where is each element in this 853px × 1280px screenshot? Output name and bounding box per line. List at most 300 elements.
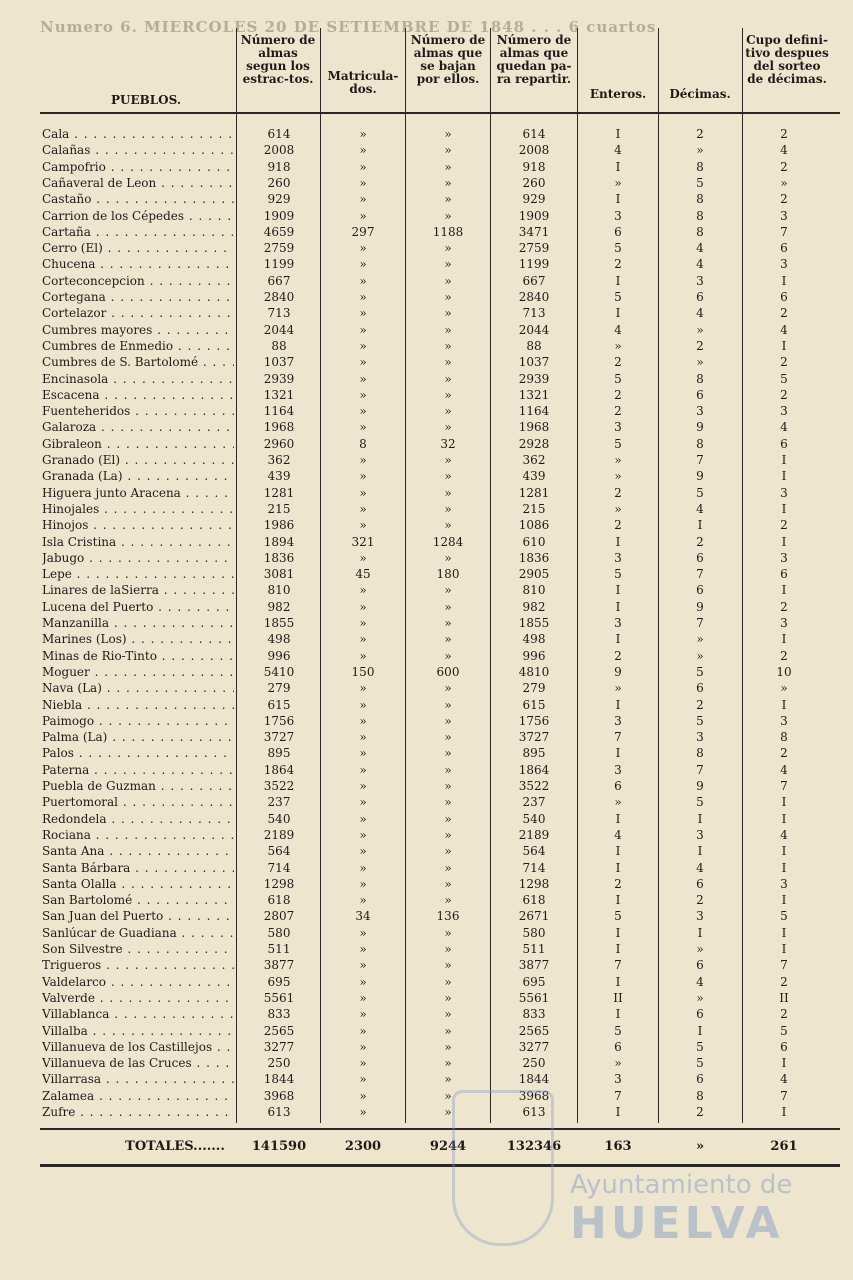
cupo-definitivo-cell: 3 xyxy=(780,876,788,891)
almas-quedan-cell: 610 xyxy=(522,534,546,549)
almas-quedan-cell: 3727 xyxy=(518,730,550,745)
cupo-definitivo-cell: » xyxy=(780,175,788,190)
almas-quedan-cell: 713 xyxy=(522,306,546,321)
almas-extractos-cell: 2759 xyxy=(263,241,295,256)
pueblo-name-cell: Galaroza . . . xyxy=(42,419,234,435)
pueblo-name-cell: Son Silvestre . . . xyxy=(42,941,234,957)
almas-extractos-cell: 2960 xyxy=(263,436,295,451)
almas-bajan-cell: 136 xyxy=(436,909,460,924)
table-row xyxy=(0,615,853,631)
pueblo-name-cell: Lucena del Puerto . . . xyxy=(42,599,234,615)
almas-bajan-cell: » xyxy=(444,746,452,761)
enteros-cell: 5 xyxy=(614,567,622,582)
almas-quedan-cell: 1844 xyxy=(518,1072,550,1087)
almas-bajan-cell: » xyxy=(444,762,452,777)
decimas-cell: 6 xyxy=(696,387,704,402)
matriculados-cell: » xyxy=(359,501,367,516)
cupo-definitivo-cell: 10 xyxy=(776,664,792,679)
decimas-cell: 6 xyxy=(696,876,704,891)
cupo-definitivo-cell: II xyxy=(779,990,789,1005)
almas-extractos-cell: 279 xyxy=(267,681,291,696)
bleed-through-text: Numero 6. MIERCOLES 20 DE SETIEMBRE DE 1848 . . . 6 cuartos xyxy=(40,18,657,36)
enteros-cell: II xyxy=(613,990,623,1005)
decimas-cell: 9 xyxy=(696,469,704,484)
enteros-cell: I xyxy=(615,534,621,549)
almas-extractos-cell: 511 xyxy=(267,942,291,956)
pueblo-name-cell: Zalamea . . . xyxy=(42,1088,234,1104)
almas-quedan-cell: 498 xyxy=(522,632,546,647)
almas-extractos-cell: 667 xyxy=(267,273,291,288)
almas-extractos-cell: 1037 xyxy=(263,355,295,370)
almas-bajan-cell: » xyxy=(444,485,452,500)
almas-extractos-cell: 5410 xyxy=(263,664,295,679)
enteros-cell: 5 xyxy=(614,909,622,924)
almas-extractos-cell: 3968 xyxy=(263,1088,295,1103)
almas-bajan-cell: » xyxy=(444,1007,452,1022)
decimas-cell: 7 xyxy=(696,567,704,582)
matriculados-cell: » xyxy=(359,795,367,810)
almas-quedan-cell: 580 xyxy=(522,925,546,940)
pueblo-name-cell: Granada (La) . . . xyxy=(42,468,234,484)
cupo-definitivo-cell: I xyxy=(781,501,787,516)
enteros-cell: 7 xyxy=(614,958,622,973)
decimas-cell: 5 xyxy=(696,795,704,810)
pueblo-name-cell: Niebla . . . xyxy=(42,697,234,713)
almas-quedan-cell: 982 xyxy=(522,599,546,614)
pueblo-name-cell: Cumbres de Enmedio . . . xyxy=(42,338,234,354)
pueblo-name-cell: Escacena . . . xyxy=(42,387,234,403)
pueblo-name-cell: Gibraleon . . . xyxy=(42,436,234,452)
almas-bajan-cell: » xyxy=(444,257,452,272)
pueblo-name-cell: Paterna . . . xyxy=(42,762,234,778)
matriculados-cell: » xyxy=(359,306,367,321)
almas-extractos-cell: 918 xyxy=(267,159,291,174)
almas-bajan-cell: » xyxy=(444,143,452,158)
table-row xyxy=(0,860,853,876)
almas-quedan-cell: 4810 xyxy=(518,664,550,679)
almas-extractos-cell: 3081 xyxy=(263,567,295,582)
header-almas-extractos: Número de almas segun los estrac-tos. xyxy=(240,33,316,86)
decimas-cell: 3 xyxy=(696,827,704,842)
almas-extractos-cell: 2565 xyxy=(263,1023,295,1038)
pueblo-name-cell: Cumbres de S. Bartolomé . . . xyxy=(42,354,234,370)
table-row xyxy=(0,289,853,305)
almas-bajan-cell: » xyxy=(444,681,452,696)
cupo-definitivo-cell: I xyxy=(781,795,787,810)
almas-bajan-cell: » xyxy=(444,159,452,174)
table-row xyxy=(0,941,853,957)
table-row xyxy=(0,322,853,338)
table-row xyxy=(0,843,853,859)
enteros-cell: » xyxy=(614,469,622,484)
matriculados-cell: » xyxy=(359,485,367,500)
decimas-cell: 6 xyxy=(696,550,704,565)
table-row xyxy=(0,305,853,321)
matriculados-cell: » xyxy=(359,355,367,370)
cupo-definitivo-cell: I xyxy=(781,811,787,826)
almas-bajan-cell: » xyxy=(444,925,452,940)
enteros-cell: I xyxy=(615,273,621,288)
matriculados-cell: » xyxy=(359,208,367,223)
table-row xyxy=(0,599,853,615)
matriculados-cell: » xyxy=(359,127,367,141)
totals-enteros: 163 xyxy=(604,1139,632,1154)
almas-bajan-cell: » xyxy=(444,192,452,207)
table-row xyxy=(0,273,853,289)
enteros-cell: 4 xyxy=(614,143,622,158)
almas-quedan-cell: 439 xyxy=(522,469,546,484)
almas-bajan-cell: » xyxy=(444,501,452,516)
almas-bajan-cell: » xyxy=(444,1105,452,1119)
almas-extractos-cell: 1756 xyxy=(263,713,295,728)
cupo-definitivo-cell: 2 xyxy=(780,518,788,533)
matriculados-cell: » xyxy=(359,420,367,435)
table-row xyxy=(0,713,853,729)
pueblo-name-cell: Puertomoral . . . xyxy=(42,794,234,810)
enteros-cell: 4 xyxy=(614,322,622,337)
cupo-definitivo-cell: I xyxy=(781,534,787,549)
pueblo-name-cell: Hinojales . . . xyxy=(42,501,234,517)
almas-quedan-cell: 1164 xyxy=(518,404,550,419)
cupo-definitivo-cell: 3 xyxy=(780,550,788,565)
table-row xyxy=(0,925,853,941)
matriculados-cell: » xyxy=(359,599,367,614)
enteros-cell: 2 xyxy=(614,355,622,370)
almas-extractos-cell: 2840 xyxy=(263,290,295,304)
table-row xyxy=(0,648,853,664)
enteros-cell: 6 xyxy=(614,224,622,239)
almas-bajan-cell: » xyxy=(444,208,452,223)
table-row xyxy=(0,957,853,973)
table-row xyxy=(0,501,853,517)
almas-quedan-cell: 2189 xyxy=(518,827,550,842)
enteros-cell: 3 xyxy=(614,420,622,435)
almas-bajan-cell: 1284 xyxy=(432,534,464,549)
almas-bajan-cell: » xyxy=(444,779,452,793)
almas-extractos-cell: 1864 xyxy=(263,762,295,777)
almas-quedan-cell: 1037 xyxy=(518,355,550,370)
almas-quedan-cell: 3968 xyxy=(518,1088,550,1103)
cupo-definitivo-cell: 2 xyxy=(780,192,788,207)
enteros-cell: 9 xyxy=(614,664,622,679)
enteros-cell: » xyxy=(614,175,622,190)
almas-bajan-cell: » xyxy=(444,583,452,598)
cupo-definitivo-cell: I xyxy=(781,1105,787,1119)
pueblo-name-cell: Sanlúcar de Guadiana . . . xyxy=(42,925,234,941)
almas-extractos-cell: 1836 xyxy=(263,550,295,565)
decimas-cell: 3 xyxy=(696,273,704,288)
pueblo-name-cell: Encinasola . . . xyxy=(42,371,234,387)
almas-quedan-cell: 895 xyxy=(522,746,546,761)
table-row xyxy=(0,468,853,484)
totals-decimas: » xyxy=(695,1139,705,1154)
cupo-definitivo-cell: 6 xyxy=(780,1039,788,1054)
pueblo-name-cell: Palos . . . xyxy=(42,745,234,761)
pueblo-name-cell: Villarrasa . . . xyxy=(42,1071,234,1087)
matriculados-cell: » xyxy=(359,974,367,989)
enteros-cell: I xyxy=(615,599,621,614)
pueblo-name-cell: Calañas . . . xyxy=(42,142,234,158)
enteros-cell: 2 xyxy=(614,257,622,272)
almas-extractos-cell: 3727 xyxy=(263,730,295,745)
almas-extractos-cell: 215 xyxy=(267,501,291,516)
almas-bajan-cell: » xyxy=(444,175,452,190)
enteros-cell: 4 xyxy=(614,827,622,842)
cupo-definitivo-cell: 3 xyxy=(780,257,788,272)
almas-bajan-cell: 180 xyxy=(436,567,460,582)
table-row xyxy=(0,697,853,713)
enteros-cell: 2 xyxy=(614,648,622,663)
enteros-cell: » xyxy=(614,1056,622,1071)
matriculados-cell: » xyxy=(359,746,367,761)
totals-matriculados: 2300 xyxy=(344,1139,382,1154)
enteros-cell: I xyxy=(615,583,621,598)
enteros-cell: I xyxy=(615,127,621,141)
decimas-cell: 7 xyxy=(696,762,704,777)
table-row xyxy=(0,208,853,224)
cupo-definitivo-cell: 2 xyxy=(780,355,788,370)
decimas-cell: 4 xyxy=(696,241,704,256)
cupo-definitivo-cell: 6 xyxy=(780,241,788,256)
pueblo-name-cell: Chucena . . . xyxy=(42,256,234,272)
almas-bajan-cell: » xyxy=(444,893,452,908)
table-row xyxy=(0,126,853,142)
totals-bajan: 9244 xyxy=(429,1139,467,1154)
table-row xyxy=(0,892,853,908)
decimas-cell: » xyxy=(696,990,704,1005)
matriculados-cell: » xyxy=(359,518,367,533)
matriculados-cell: » xyxy=(359,583,367,598)
enteros-cell: I xyxy=(615,925,621,940)
almas-bajan-cell: » xyxy=(444,860,452,875)
matriculados-cell: 8 xyxy=(359,436,367,451)
cupo-definitivo-cell: 3 xyxy=(780,616,788,630)
almas-extractos-cell: 1844 xyxy=(263,1072,295,1087)
almas-bajan-cell: » xyxy=(444,632,452,647)
enteros-cell: I xyxy=(615,811,621,826)
header-bajan: Número de almas que se bajan por ellos. xyxy=(410,33,486,86)
cupo-definitivo-cell: 5 xyxy=(780,371,788,386)
almas-quedan-cell: 250 xyxy=(522,1056,546,1071)
cupo-definitivo-cell: I xyxy=(781,1056,787,1071)
enteros-cell: 5 xyxy=(614,1023,622,1038)
cupo-definitivo-cell: I xyxy=(781,632,787,647)
almas-extractos-cell: 615 xyxy=(267,697,291,712)
almas-quedan-cell: 1909 xyxy=(518,208,550,223)
pueblo-name-cell: Isla Cristina . . . xyxy=(42,534,234,550)
table-row xyxy=(0,1023,853,1039)
almas-bajan-cell: » xyxy=(444,599,452,614)
almas-quedan-cell: 3277 xyxy=(518,1039,550,1054)
matriculados-cell: » xyxy=(359,827,367,842)
matriculados-cell: » xyxy=(359,681,367,696)
matriculados-cell: » xyxy=(359,159,367,174)
table-row xyxy=(0,159,853,175)
cupo-definitivo-cell: I xyxy=(781,697,787,712)
almas-bajan-cell: » xyxy=(444,404,452,419)
table-row xyxy=(0,338,853,354)
pueblo-name-cell: Redondela . . . xyxy=(42,811,234,827)
decimas-cell: 3 xyxy=(696,909,704,924)
pueblo-name-cell: Cortelazor . . . xyxy=(42,305,234,321)
matriculados-cell: » xyxy=(359,273,367,288)
almas-bajan-cell: » xyxy=(444,990,452,1005)
almas-extractos-cell: 498 xyxy=(267,632,291,647)
almas-quedan-cell: 2939 xyxy=(518,371,550,386)
enteros-cell: I xyxy=(615,632,621,647)
cupo-definitivo-cell: 5 xyxy=(780,909,788,924)
decimas-cell: » xyxy=(696,632,704,647)
almas-extractos-cell: 1321 xyxy=(263,387,295,402)
enteros-cell: 5 xyxy=(614,436,622,451)
cupo-definitivo-cell: 2 xyxy=(780,127,788,141)
almas-extractos-cell: 540 xyxy=(267,811,291,826)
decimas-cell: 6 xyxy=(696,290,704,304)
almas-extractos-cell: 982 xyxy=(267,599,291,614)
pueblo-name-cell: Villanueva de las Cruces . . . xyxy=(42,1055,234,1071)
cupo-definitivo-cell: 3 xyxy=(780,208,788,223)
almas-extractos-cell: 2189 xyxy=(263,827,295,842)
table-row xyxy=(0,990,853,1006)
almas-quedan-cell: 237 xyxy=(522,795,546,810)
cupo-definitivo-cell: 4 xyxy=(780,827,788,842)
matriculados-cell: » xyxy=(359,713,367,728)
matriculados-cell: » xyxy=(359,648,367,663)
decimas-cell: 5 xyxy=(696,1039,704,1054)
decimas-cell: 6 xyxy=(696,583,704,598)
cupo-definitivo-cell: 4 xyxy=(780,322,788,337)
totals-extractos: 141590 xyxy=(251,1139,307,1154)
decimas-cell: 6 xyxy=(696,1072,704,1087)
matriculados-cell: » xyxy=(359,990,367,1005)
decimas-cell: » xyxy=(696,322,704,337)
almas-bajan-cell: 600 xyxy=(436,664,460,679)
matriculados-cell: » xyxy=(359,371,367,386)
decimas-cell: 3 xyxy=(696,730,704,745)
pueblo-name-cell: San Bartolomé . . . xyxy=(42,892,234,908)
cupo-definitivo-cell: 4 xyxy=(780,420,788,435)
table-row xyxy=(0,680,853,696)
header-pueblos: PUEBLOS. xyxy=(110,93,182,107)
almas-bajan-cell: » xyxy=(444,697,452,712)
table-row xyxy=(0,876,853,892)
decimas-cell: 5 xyxy=(696,175,704,190)
pueblo-name-cell: Corteconcepcion . . . xyxy=(42,273,234,289)
almas-bajan-cell: » xyxy=(444,1039,452,1054)
almas-extractos-cell: 713 xyxy=(267,306,291,321)
almas-bajan-cell: » xyxy=(444,241,452,256)
coat-of-arms-icon xyxy=(452,1090,554,1246)
enteros-cell: 3 xyxy=(614,550,622,565)
cupo-definitivo-cell: I xyxy=(781,860,787,875)
pueblo-name-cell: Jabugo . . . xyxy=(42,550,234,566)
matriculados-cell: 297 xyxy=(351,224,375,239)
decimas-cell: 8 xyxy=(696,159,704,174)
almas-quedan-cell: 511 xyxy=(522,942,546,956)
cupo-definitivo-cell: 5 xyxy=(780,1023,788,1038)
cupo-definitivo-cell: 3 xyxy=(780,485,788,500)
table-row xyxy=(0,517,853,533)
decimas-cell: 8 xyxy=(696,224,704,239)
almas-extractos-cell: 618 xyxy=(267,893,291,908)
matriculados-cell: » xyxy=(359,404,367,419)
decimas-cell: » xyxy=(696,942,704,956)
almas-extractos-cell: 237 xyxy=(267,795,291,810)
watermark xyxy=(452,1070,852,1270)
cupo-definitivo-cell: I xyxy=(781,469,787,484)
enteros-cell: I xyxy=(615,192,621,207)
pueblo-name-cell: Villanueva de los Castillejos . . . xyxy=(42,1039,234,1055)
decimas-cell: 2 xyxy=(696,338,704,353)
almas-bajan-cell: » xyxy=(444,1023,452,1038)
decimas-cell: 2 xyxy=(696,534,704,549)
matriculados-cell: » xyxy=(359,893,367,908)
almas-quedan-cell: 2840 xyxy=(518,290,550,304)
pueblo-name-cell: Lepe . . . xyxy=(42,566,234,582)
decimas-cell: 8 xyxy=(696,192,704,207)
almas-quedan-cell: 3522 xyxy=(518,779,550,793)
cupo-definitivo-cell: 2 xyxy=(780,306,788,321)
almas-quedan-cell: 918 xyxy=(522,159,546,174)
almas-extractos-cell: 1164 xyxy=(263,404,295,419)
almas-bajan-cell: » xyxy=(444,371,452,386)
enteros-cell: I xyxy=(615,1105,621,1119)
matriculados-cell: » xyxy=(359,550,367,565)
enteros-cell: 2 xyxy=(614,387,622,402)
pueblo-name-cell: Valverde . . . xyxy=(42,990,234,1006)
matriculados-cell: » xyxy=(359,1023,367,1038)
decimas-cell: 7 xyxy=(696,616,704,630)
enteros-cell: 5 xyxy=(614,290,622,304)
almas-extractos-cell: 2008 xyxy=(263,143,295,158)
enteros-cell: 3 xyxy=(614,762,622,777)
almas-extractos-cell: 929 xyxy=(267,192,291,207)
table-row xyxy=(0,256,853,272)
almas-bajan-cell: » xyxy=(444,730,452,745)
decimas-cell: 7 xyxy=(696,453,704,467)
pueblo-name-cell: Cumbres mayores . . . xyxy=(42,322,234,338)
decimas-cell: » xyxy=(696,143,704,158)
almas-quedan-cell: 615 xyxy=(522,697,546,712)
enteros-cell: I xyxy=(615,860,621,875)
almas-quedan-cell: 2044 xyxy=(518,322,550,337)
matriculados-cell: » xyxy=(359,192,367,207)
matriculados-cell: » xyxy=(359,1007,367,1022)
table-row xyxy=(0,240,853,256)
enteros-cell: 3 xyxy=(614,1072,622,1087)
almas-quedan-cell: 88 xyxy=(526,338,542,353)
almas-bajan-cell: » xyxy=(444,1088,452,1103)
cupo-definitivo-cell: 3 xyxy=(780,713,788,728)
header-decimas: Décimas. xyxy=(669,87,731,101)
enteros-cell: 6 xyxy=(614,779,622,793)
table-row xyxy=(0,175,853,191)
table-row xyxy=(0,191,853,207)
almas-extractos-cell: 2044 xyxy=(263,322,295,337)
almas-bajan-cell: » xyxy=(444,387,452,402)
pueblo-name-cell: Higuera junto Aracena . . . xyxy=(42,485,234,501)
almas-extractos-cell: 614 xyxy=(267,127,291,141)
cupo-definitivo-cell: 2 xyxy=(780,599,788,614)
matriculados-cell: » xyxy=(359,1088,367,1103)
table-row xyxy=(0,371,853,387)
almas-extractos-cell: 1968 xyxy=(263,420,295,435)
almas-quedan-cell: 1968 xyxy=(518,420,550,435)
pueblo-name-cell: Castaño . . . xyxy=(42,191,234,207)
almas-extractos-cell: 1281 xyxy=(263,485,295,500)
cupo-definitivo-cell: I xyxy=(781,942,787,956)
almas-quedan-cell: 929 xyxy=(522,192,546,207)
